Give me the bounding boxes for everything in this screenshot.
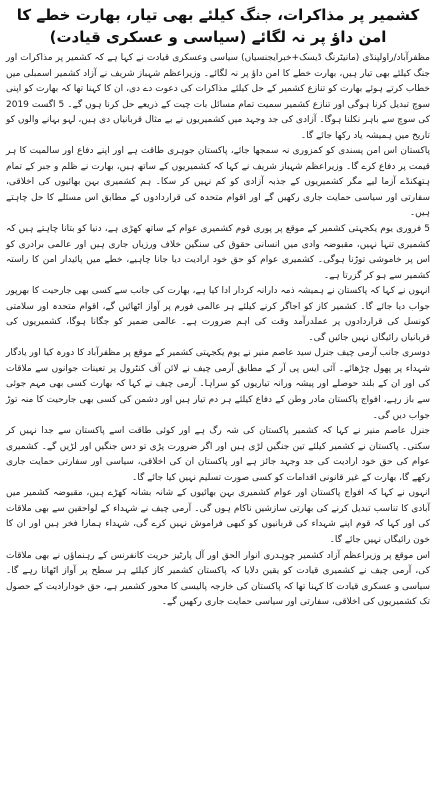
article-paragraph: دوسری جانب آرمی چیف جنرل سید عاصم منیر نے یوم یکجہتی کشمیر کے موقع پر مظفرآباد کا دورہ کیا اور یادگار شہداء پر پھول چڑھائے۔ آئی ایس پی آر کے مطابق آرمی چیف نے لائن آف کنٹرول پر تعینات جوانوں سے ملاقات کی اور ان کے بلند حوصلے اور پیشہ ورانہ تیاریوں کو سراہا۔ آرمی چیف نے کہا کہ بھارت کسی بھی مہم جوئی سے باز رہے، افواج پاکستان مادر وطن کے دفاع کیلئے ہر دم تیار ہیں اور دشمن کی کسی بھی جارحیت کا منہ توڑ جواب دیں گی۔ (6, 348, 430, 421)
article-paragraph: انہوں نے کہا کہ افواج پاکستان اور عوام کشمیری بہن بھائیوں کے شانہ بشانہ کھڑے ہیں، مقبوضہ کشمیر میں آبادی کا تناسب تبدیل کرنے کی بھارتی سازشیں ناکام ہوں گی۔ آرمی چیف نے شہداء کے لواحقین سے بھی ملاقات کی اور کہا کہ قوم اپنے شہداء کی قربانیوں کو کبھی فراموش نہیں کرے گی، شہداء ہمارا فخر ہیں اور ان کا خون رائیگاں نہیں جائے گا۔ (6, 488, 430, 545)
article-paragraph: پاکستان اس امن پسندی کو کمزوری نہ سمجھا جائے، پاکستان جوہری طاقت ہے اور اپنے دفاع اور سالمیت کا ہر قیمت پر دفاع کرے گا۔ وزیراعظم شہباز شریف نے کہا کہ کشمیریوں کے ساتھ ہیں، بھارت نے ظلم و جبر کے تمام ہتھکنڈے آزما لیے مگر کشمیریوں کے جذبہ آزادی کو کم نہیں کر سکا۔ ہم کشمیری بہن بھائیوں کی اخلاقی، سفارتی اور سیاسی حمایت جاری رکھیں گے اور اقوام متحدہ کی قراردادوں کے مطابق اس مسئلے کا حل چاہتے ہیں۔ (6, 146, 430, 219)
article-body (6, 51, 430, 611)
article-paragraph: جنرل عاصم منیر نے کہا کہ کشمیر پاکستان کی شہ رگ ہے اور کوئی طاقت اسے پاکستان سے جدا نہیں کر سکتی۔ پاکستان نے کشمیر کیلئے تین جنگیں لڑی ہیں اور اگر ضرورت پڑی تو دس جنگیں اور لڑیں گے۔ کشمیری عوام کی حق خود ارادیت کی جد وجہد جائز ہے اور پاکستان ان کی اخلاقی، سیاسی اور سفارتی حمایت جاری رکھے گا، بھارت کے غیر قانونی اقدامات کو کسی صورت تسلیم نہیں کیا جائے گا۔ (6, 426, 430, 483)
article-headline (6, 4, 430, 48)
headline-attribution: (سیاسی و عسکری قیادت) (49, 28, 247, 46)
article-paragraph: اس موقع پر وزیراعظم آزاد کشمیر چوہدری انوار الحق اور آل پارٹیز حریت کانفرنس کے رہنماؤں نے بھی ملاقات کی، آرمی چیف نے کشمیری قیادت کو یقین دلایا کہ پاکستان کشمیر کاز کیلئے ہر سطح پر آواز اٹھاتا رہے گا۔ سیاسی و عسکری قیادت کا کہنا تھا کہ پاکستان کی خارجہ پالیسی کا محور کشمیر ہے، حق خودارادیت کے حصول تک کشمیریوں کی اخلاقی، سفارتی اور سیاسی حمایت جاری رکھیں گے۔ (6, 550, 430, 608)
article-paragraph: انہوں نے کہا کہ پاکستان نے ہمیشہ ذمہ دارانہ کردار ادا کیا ہے، بھارت کی جانب سے کسی بھی جارحیت کا بھرپور جواب دیا جائے گا۔ کشمیر کاز کو اجاگر کرنے کیلئے ہر عالمی فورم پر آواز اٹھائیں گے، اقوام متحدہ اور سلامتی کونسل کی قراردادوں پر عملدرآمد وقت کی اہم ضرورت ہے۔ عالمی ضمیر کو جگانا ہوگا، کشمیریوں کی قربانیاں رائیگاں نہیں جائیں گی۔ (6, 286, 430, 343)
article-paragraph: مظفرآباد/راولپنڈی (مانیٹرنگ ڈیسک+خبرایجنسیاں) سیاسی وعسکری قیادت نے کہا ہے کہ کشمیر پر مذاکرات اور جنگ کیلئے بھی تیار ہیں، بھارت خطے کا امن داؤ پر نہ لگائے۔ وزیراعظم شہباز شریف نے آزاد کشمیر اسمبلی میں خطاب کرتے ہوئے بھارت کو تنازع کشمیر کے حل کیلئے مذاکرات کی دعوت دے دی، ان کا کہنا تھا کہ بھارت کو اپنی سوچ تبدیل کرنا ہوگی اور تنازع کشمیر سمیت تمام مسائل بات چیت کے ذریعے حل کرنا ہوں گے۔ 5 اگست 2019 کی سوچ سے باہر نکلنا ہوگا۔ آزادی کی جد وجہد میں کشمیریوں نے بے مثال قربانیاں دی ہیں، لہو بہانے والوں کو تاریخ میں ہمیشہ یاد رکھا جائے گا۔ (6, 53, 430, 141)
headline-text: کشمیر پر مذاکرات، جنگ کیلئے بھی تیار، بھارت خطے کا امن داؤ پر نہ لگائے (16, 6, 420, 46)
article-paragraph: 5 فروری یوم یکجہتی کشمیر کے موقع پر پوری قوم کشمیری عوام کے ساتھ کھڑی ہے، دنیا کو بتانا چاہتے ہیں کہ کشمیری تنہا نہیں، مقبوضہ وادی میں انسانی حقوق کی سنگین خلاف ورزیاں جاری ہیں اور عالمی برادری کو اس پر خاموشی توڑنا ہوگی۔ کشمیری عوام کو حق خود ارادیت دیا جانا چاہیے، خطے میں پائیدار امن کا راستہ کشمیر سے ہو کر گزرتا ہے۔ (6, 224, 430, 281)
